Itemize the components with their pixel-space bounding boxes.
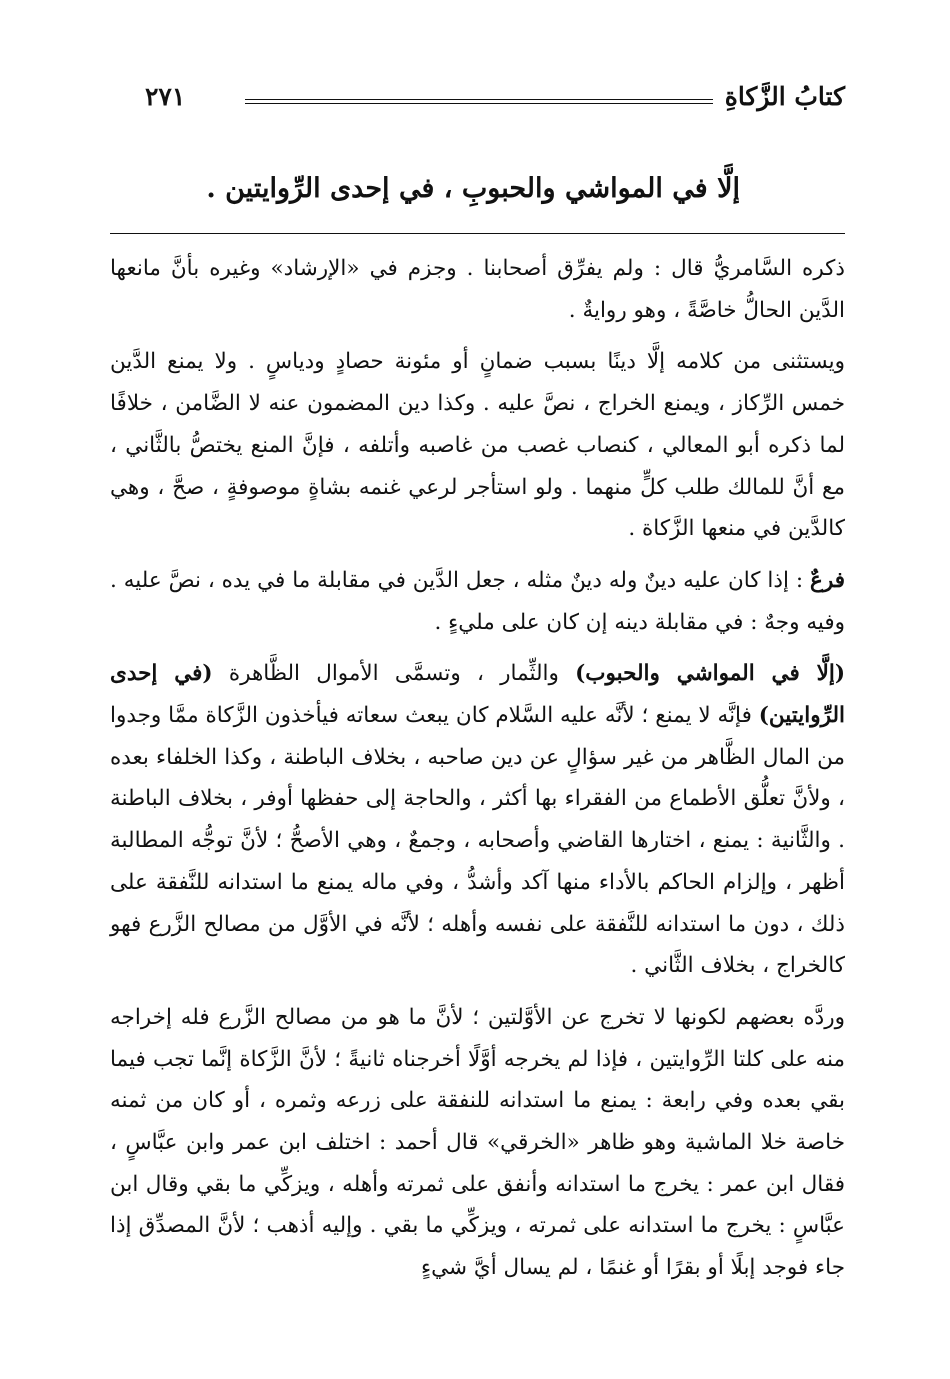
commentary-body bbox=[110, 248, 845, 1299]
book-page bbox=[110, 0, 845, 1379]
page-number: ٢٧١ bbox=[145, 82, 186, 111]
matn-divider bbox=[110, 233, 845, 234]
header-rule bbox=[245, 99, 713, 104]
paragraph-1: ذكره السَّامريُّ قال : ولم يفرِّق أصحابنا . وجزم في «الإرشاد» وغيره بأنَّ مانعها الدَّين الحالُّ خاصَّةً ، وهو روايةٌ . bbox=[110, 256, 845, 323]
paragraph-4-text-a: والثِّمار ، وتسمَّى الأموال الظَّاهرة bbox=[212, 661, 576, 687]
paragraph-4 bbox=[110, 653, 845, 987]
paragraph-3 bbox=[110, 560, 845, 643]
paragraph-5: وردَّه بعضهم لكونها لا تخرج عن الأوَّلتين ؛ لأنَّ ما هو من مصالح الزَّرع فله إخراجه منه على كلتا الرِّوايتين ، فإذا لم يخرجه أوَّلًا أخرجناه ثانيةً ؛ لأنَّ الزَّكاة إنَّما تجب فيما بقي بعده وفي رابعة : يمنع ما استدانه للنفقة على زرعه وثمره ، أو كان من ثمنه خاصة خلا الماشية وهو ظاهر «الخرقي» قال أحمد : اختلف ابن عمر وابن عبَّاسٍ ، فقال ابن عمر : يخرج ما استدانه وأنفق على ثمرته وأهله ، ويزكِّي ما بقي وقال ابن عبَّاسٍ : يخرج ما استدانه على ثمرته ، ويزكِّي ما بقي . وإليه أذهب ؛ لأنَّ المصدِّق إذا جاء فوجد إبلًا أو بقرًا أو غنمًا ، لم يسال أيَّ شيءٍ bbox=[110, 1004, 845, 1281]
paragraph-4-text-b: فإنَّه لا يمنع ؛ لأنَّه عليه السَّلام كان يبعث سعاته فيأخذون الزَّكاة ممَّا وجدوا من المال الظَّاهر من غير سؤالٍ عن دين صاحبه ، بخلاف الباطنة ، وكذا الخلفاء بعده ، ولأنَّ تعلُّق الأطماع من الفقراء بها أكثر ، والحاجة إلى حفظها أوفر ، بخلاف الباطنة . والثَّانية : يمنع ، اختارها القاضي وأصحابه ، وجمعٌ ، وهي الأصحُّ ؛ لأنَّ توجُّه المطالبة أظهر ، وإلزام الحاكم بالأداء منها آكد وأشدُّ ، وفي ماله يمنع ما استدانه للنَّفقة على ذلك ، دون ما استدانه للنَّفقة على نفسه وأهله ؛ لأنَّه في الأوَّل من مصالح الزَّرع فهو كالخراج ، بخلاف الثَّاني . bbox=[110, 703, 845, 979]
paragraph-2: ويستثنى من كلامه إلَّا دينًا بسبب ضمانٍ أو مئونة حصادٍ ودياسٍ . ولا يمنع الدَّين خمس الرِّكاز ، ويمنع الخراج ، نصَّ عليه . وكذا دين المضمون عنه لا الضَّامن ، خلافًا لما ذكره أبو المعالي ، كنصاب غصب من غاصبه وأتلفه ، فإنَّ المنع يختصُّ بالثَّاني ، مع أنَّ للمالك طلب كلٍّ منهما . ولو استأجر لرعي غنمه بشاةٍ موصوفةٍ ، صحَّ ، وهي كالدَّين في منعها الزَّكاة . bbox=[110, 349, 845, 542]
far-label: فرعٌ bbox=[810, 567, 845, 593]
page-header bbox=[110, 82, 845, 122]
quoted-matn-2: (في إحدى الرِّوايتين) bbox=[110, 661, 845, 729]
quoted-matn-1: (إلَّا في المواشي والحبوب) bbox=[575, 661, 845, 687]
matn-text: إلَّا في المواشي والحبوبِ ، في إحدى الرِّوايتين . bbox=[206, 173, 740, 204]
running-head: كتابُ الزَّكاةِ bbox=[724, 82, 845, 111]
paragraph-3-text: : إذا كان عليه دينٌ وله دينٌ مثله ، جعل الدَّين في مقابلة ما في يده ، نصَّ عليه . وفيه وجهٌ : في مقابلة دينه إن كان على مليءٍ . bbox=[110, 567, 845, 635]
